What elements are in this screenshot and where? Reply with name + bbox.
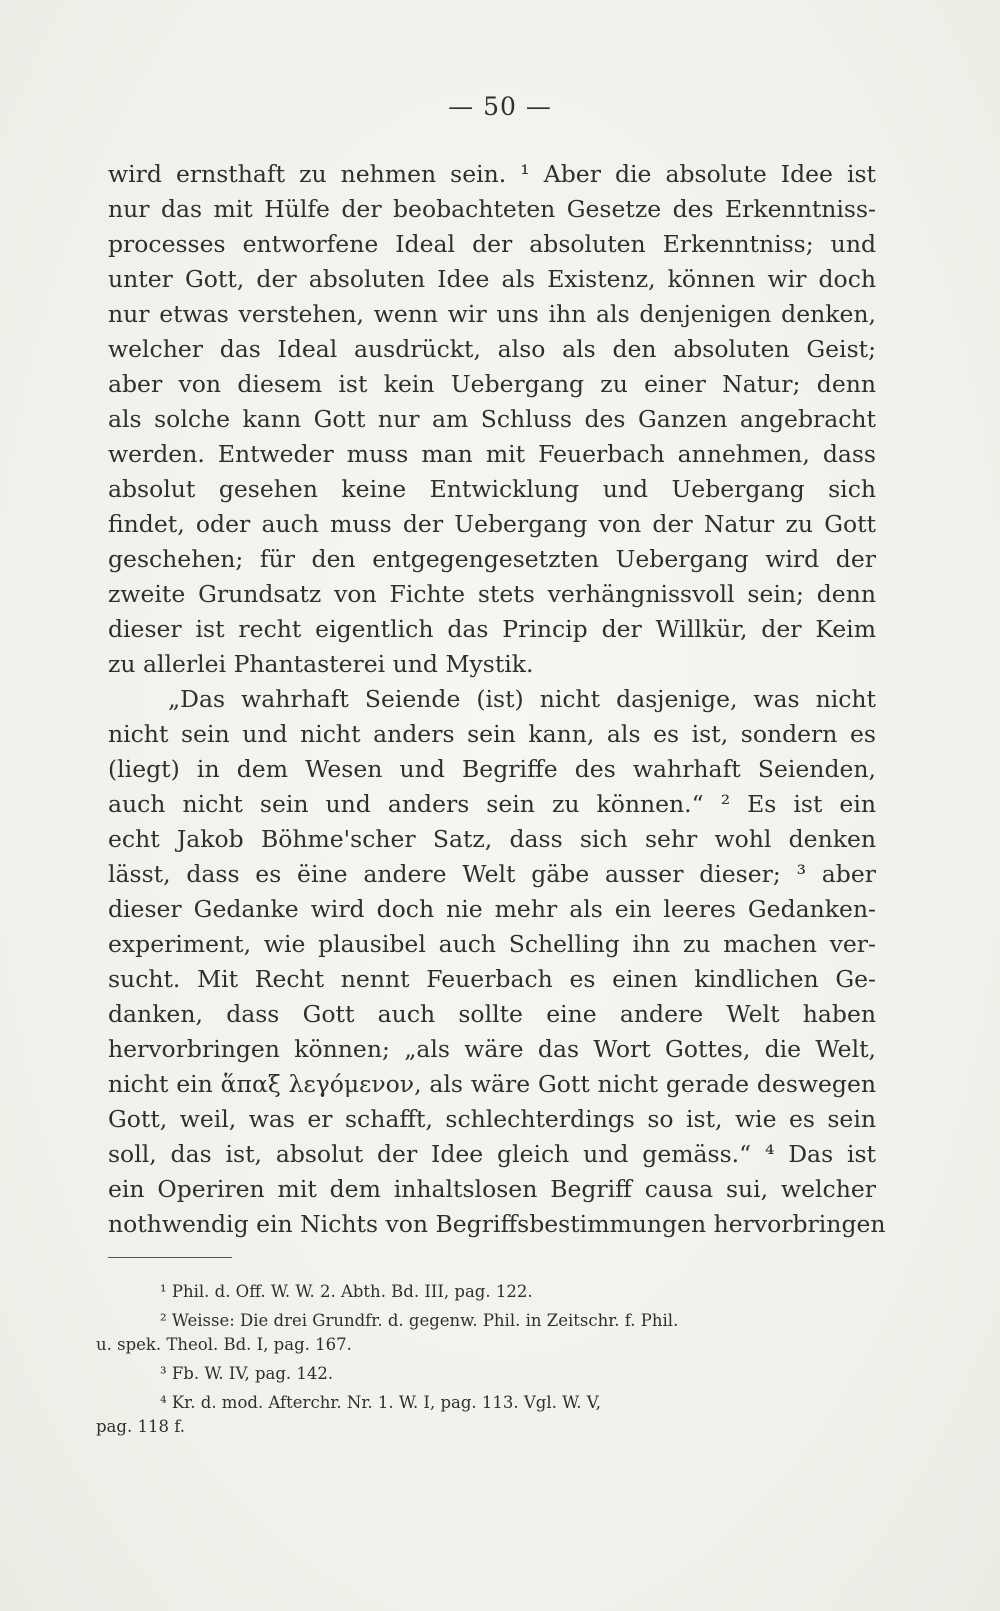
text-line: werden. Entweder muss man mit Feuerbach annehmen, dass	[108, 440, 876, 468]
text-line: nicht ein ἅπαξ λεγόμενον, als wäre Gott nicht gerade deswegen	[108, 1070, 876, 1098]
text-line: dieser Gedanke wird doch nie mehr als ein leeres Gedanken-	[108, 895, 876, 923]
text-line: Gott, weil, was er schafft, schlechterdings so ist, wie es sein	[108, 1105, 876, 1133]
footnote-4: ⁴ Kr. d. mod. Afterchr. Nr. 1. W. I, pag. 113. Vgl. W. V,	[160, 1393, 601, 1412]
text-line: echt Jakob Böhme'scher Satz, dass sich sehr wohl denken	[108, 825, 876, 853]
text-line: wird ernsthaft zu nehmen sein. ¹ Aber die absolute Idee ist	[108, 160, 876, 188]
text-line: „Das wahrhaft Seiende (ist) nicht dasjenige, was nicht	[168, 685, 876, 713]
text-line: absolut gesehen keine Entwicklung und Uebergang sich	[108, 475, 876, 503]
text-line: (liegt) in dem Wesen und Begriffe des wahrhaft Seienden,	[108, 755, 876, 783]
text-line: unter Gott, der absoluten Idee als Existenz, können wir doch	[108, 265, 876, 293]
text-line: nur das mit Hülfe der beobachteten Gesetze des Erkenntniss-	[108, 195, 876, 223]
text-line: nur etwas verstehen, wenn wir uns ihn als denjenigen denken,	[108, 300, 876, 328]
text-line: danken, dass Gott auch sollte eine andere Welt haben	[108, 1000, 876, 1028]
footnote-2: ² Weisse: Die drei Grundfr. d. gegenw. Phil. in Zeitschr. f. Phil.	[160, 1311, 679, 1330]
text-line: welcher das Ideal ausdrückt, also als den absoluten Geist;	[108, 335, 876, 363]
text-line: als solche kann Gott nur am Schluss des Ganzen angebracht	[108, 405, 876, 433]
text-line: aber von diesem ist kein Uebergang zu einer Natur; denn	[108, 370, 876, 398]
body-text	[108, 157, 886, 1242]
text-line: nothwendig ein Nichts von Begriffsbestimmungen hervorbringen	[108, 1210, 886, 1238]
footnote-4-continued: pag. 118 f.	[96, 1417, 185, 1436]
text-line: sucht. Mit Recht nennt Feuerbach es einen kindlichen Ge-	[108, 965, 876, 993]
text-line: zu allerlei Phantasterei und Mystik.	[108, 650, 534, 678]
text-line: findet, oder auch muss der Uebergang von der Natur zu Gott	[108, 510, 876, 538]
footnote-divider	[108, 1257, 232, 1258]
text-line: soll, das ist, absolut der Idee gleich und gemäss.“ ⁴ Das ist	[108, 1140, 876, 1168]
footnote-3: ³ Fb. W. IV, pag. 142.	[160, 1364, 334, 1383]
text-line: dieser ist recht eigentlich das Princip der Willkür, der Keim	[108, 615, 876, 643]
text-line: hervorbringen können; „als wäre das Wort Gottes, die Welt,	[108, 1035, 876, 1063]
text-line: nicht sein und nicht anders sein kann, als es ist, sondern es	[108, 720, 876, 748]
page-number: — 50 —	[448, 92, 552, 121]
text-line: ein Operiren mit dem inhaltslosen Begriff causa sui, welcher	[108, 1175, 876, 1203]
text-line: experiment, wie plausibel auch Schelling ihn zu machen ver-	[108, 930, 876, 958]
footnote-1: ¹ Phil. d. Off. W. W. 2. Abth. Bd. III, pag. 122.	[160, 1282, 533, 1301]
text-line: lässt, dass es ëine andere Welt gäbe ausser dieser; ³ aber	[108, 860, 876, 888]
text-line: processes entworfene Ideal der absoluten Erkenntniss; und	[108, 230, 876, 258]
text-line: zweite Grundsatz von Fichte stets verhängnissvoll sein; denn	[108, 580, 876, 608]
text-line: geschehen; für den entgegengesetzten Uebergang wird der	[108, 545, 876, 573]
footnotes	[96, 1280, 876, 1439]
text-line: auch nicht sein und anders sein zu können.“ ² Es ist ein	[108, 790, 876, 818]
footnote-2-continued: u. spek. Theol. Bd. I, pag. 167.	[96, 1335, 352, 1354]
